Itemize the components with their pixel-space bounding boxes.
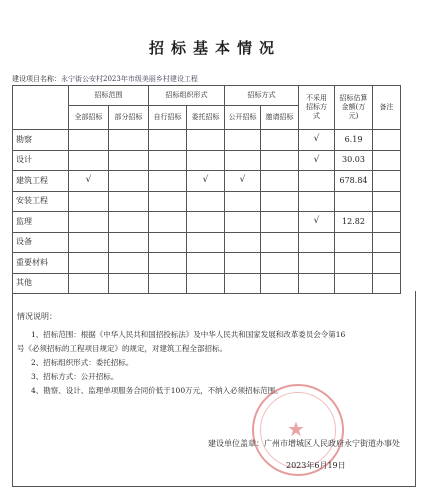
- cell-method-open: [225, 191, 261, 212]
- table-row: [13, 253, 401, 274]
- cell-no-bid: [299, 171, 335, 192]
- cell-scope-part: [109, 130, 149, 151]
- cell-remark: [373, 150, 401, 171]
- header-scope: 招标范围: [69, 86, 149, 106]
- cell-org-agent: [187, 232, 225, 253]
- cell-amount: 30.03: [335, 150, 373, 171]
- cell-scope-part: [109, 150, 149, 171]
- row-label: 监理: [13, 212, 69, 233]
- cell-remark: [373, 130, 401, 151]
- table-row: [13, 191, 401, 212]
- cell-amount: [335, 253, 373, 274]
- cell-no-bid: √: [299, 130, 335, 151]
- header-amount: 招标估算 金额(万 元): [335, 86, 373, 130]
- table-row: [13, 130, 401, 151]
- cell-remark: [373, 171, 401, 192]
- cell-no-bid: √: [299, 212, 335, 233]
- project-name: 永宁街公安村2023年市级美丽乡村建设工程: [61, 75, 198, 83]
- row-label: 其他: [13, 273, 69, 294]
- cell-method-open: [225, 130, 261, 151]
- page-title: 招标基本情况: [148, 39, 281, 57]
- notes-line-3: 2、招标组织形式：委托招标。: [31, 358, 134, 367]
- header-org: 招标组织形式: [149, 86, 225, 106]
- cell-scope-part: [109, 171, 149, 192]
- cell-scope-all: [69, 212, 109, 233]
- cell-method-open: [225, 232, 261, 253]
- cell-org-self: [149, 130, 187, 151]
- header-method: 招标方式: [225, 86, 299, 106]
- cell-method-invite: [261, 232, 299, 253]
- cell-scope-all: [69, 130, 109, 151]
- cell-org-agent: [187, 191, 225, 212]
- seal-star-icon: ★: [287, 417, 305, 441]
- cell-scope-part: [109, 253, 149, 274]
- cell-scope-all: [69, 191, 109, 212]
- cell-method-open: [225, 253, 261, 274]
- notes-line-5: 4、勘察、设计、监理单项服务合同价低于100万元，不纳入必须招标范围。: [31, 386, 283, 395]
- table-row: [13, 232, 401, 253]
- cell-remark: [373, 212, 401, 233]
- header-blank: [13, 86, 69, 130]
- header-scope-part: 部分招标: [109, 106, 149, 130]
- cell-scope-part: [109, 212, 149, 233]
- row-label: 建筑工程: [13, 171, 69, 192]
- header-remark: 备注: [373, 86, 401, 130]
- header-scope-all: 全部招标: [69, 106, 109, 130]
- cell-scope-all: [69, 253, 109, 274]
- cell-amount: 678.84: [335, 171, 373, 192]
- cell-amount: 12.82: [335, 212, 373, 233]
- row-label: 勘察: [13, 130, 69, 151]
- cell-method-invite: [261, 150, 299, 171]
- cell-org-agent: [187, 253, 225, 274]
- table-body: [13, 130, 401, 294]
- cell-no-bid: [299, 191, 335, 212]
- cell-scope-all: [69, 150, 109, 171]
- signature-date: 2023年6月19日: [286, 461, 346, 470]
- cell-amount: [335, 232, 373, 253]
- cell-method-invite: [261, 171, 299, 192]
- cell-org-self: [149, 212, 187, 233]
- table-row: [13, 171, 401, 192]
- table-row: [13, 150, 401, 171]
- cell-no-bid: [299, 232, 335, 253]
- cell-method-open: [225, 150, 261, 171]
- cell-method-invite: [261, 212, 299, 233]
- cell-method-invite: [261, 130, 299, 151]
- cell-org-self: [149, 150, 187, 171]
- row-label: 安装工程: [13, 191, 69, 212]
- cell-org-agent: [187, 212, 225, 233]
- project-label: 建设项目名称：: [12, 75, 61, 83]
- cell-amount: 6.19: [335, 130, 373, 151]
- cell-method-open: √: [225, 171, 261, 192]
- row-label: 设计: [13, 150, 69, 171]
- header-no-bid: 不采用 招标方 式: [299, 86, 335, 130]
- signature-unit: 建设单位盖章：广州市增城区人民政府永宁街道办事处: [208, 439, 400, 448]
- cell-scope-part: [109, 232, 149, 253]
- cell-no-bid: √: [299, 150, 335, 171]
- cell-org-self: [149, 253, 187, 274]
- notes-line-2: 号《必须招标的工程项目规定》的规定，对建筑工程全部招标。: [17, 344, 227, 353]
- cell-scope-all: √: [69, 171, 109, 192]
- cell-org-self: [149, 232, 187, 253]
- notes-line-1: 1、招标范围：根据《中华人民共和国招投标法》及中华人民共和国家发展和改革委员会令第16: [31, 330, 346, 339]
- cell-method-invite: [261, 191, 299, 212]
- header-org-self: 自行招标: [149, 106, 187, 130]
- row-label: 重要材料: [13, 253, 69, 274]
- cell-method-invite: [261, 253, 299, 274]
- notes-line-4: 3、招标方式：公开招标。: [31, 372, 119, 381]
- project-line: [12, 74, 198, 84]
- cell-org-self: [149, 171, 187, 192]
- notes-heading: 情况说明：: [17, 312, 57, 321]
- cell-no-bid: [299, 253, 335, 274]
- cell-org-self: [149, 191, 187, 212]
- cell-amount: [335, 191, 373, 212]
- cell-org-agent: [187, 150, 225, 171]
- header-method-open: 公开招标: [225, 106, 261, 130]
- cell-remark: [373, 232, 401, 253]
- cell-method-open: [225, 212, 261, 233]
- bid-table: [12, 85, 401, 294]
- notes-section: [12, 291, 416, 487]
- cell-org-agent: [187, 130, 225, 151]
- cell-scope-all: [69, 232, 109, 253]
- cell-scope-part: [109, 191, 149, 212]
- table-row: [13, 212, 401, 233]
- row-label: 设备: [13, 232, 69, 253]
- cell-org-agent: √: [187, 171, 225, 192]
- cell-remark: [373, 191, 401, 212]
- cell-remark: [373, 253, 401, 274]
- header-method-invite: 邀请招标: [261, 106, 299, 130]
- header-org-agent: 委托招标: [187, 106, 225, 130]
